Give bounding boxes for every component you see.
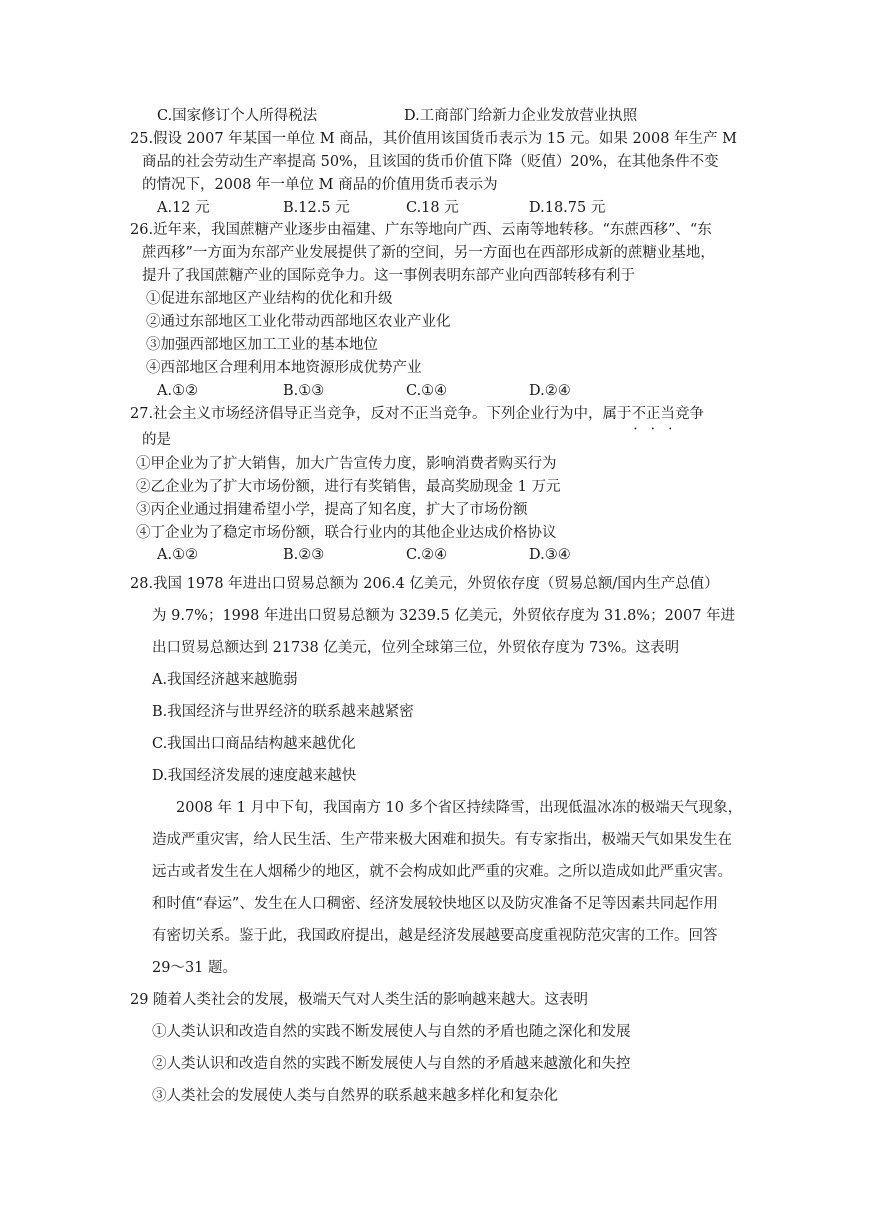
q26-option-d: D.②④	[529, 383, 571, 399]
q28-option-b: B.我国经济与世界经济的联系越来越紧密	[152, 704, 414, 720]
q29-item-2: ②人类认识和改造自然的实践不断发展使人与自然的矛盾越来越激化和失控	[152, 1056, 631, 1072]
passage-line-3: 远古或者发生在人烟稀少的地区，就不会构成如此严重的灾难。之所以造成如此严重灾害。	[152, 864, 732, 880]
q28-option-a: A.我国经济越来越脆弱	[152, 672, 298, 688]
q27-item-1: ①甲企业为了扩大销售，加大广告宣传力度，影响消费者购买行为	[136, 456, 557, 472]
q27-item-2: ②乙企业为了扩大市场份额，进行有奖销售，最高奖励现金 1 万元	[136, 479, 561, 495]
q24-option-d: D.工商部门给新力企业发放营业执照	[404, 108, 638, 124]
q25-stem-line-2: 商品的社会劳动生产率提高 50%，且该国的货币价值下降（贬值）20%，在其他条件不变	[142, 154, 719, 170]
q25-option-c: C.18 元	[406, 200, 459, 216]
q27-stem-post: 竞争	[675, 406, 705, 422]
q26-item-2: ②通过东部地区工业化带动西部地区农业产业化	[146, 314, 451, 330]
q29-item-3: ③人类社会的发展使人类与自然界的联系越来越多样化和复杂化	[152, 1088, 558, 1104]
q27-option-d: D.③④	[529, 547, 571, 563]
q28-option-c: C.我国出口商品结构越来越优化	[152, 736, 356, 752]
q26-item-4: ④西部地区合理利用本地资源形成优势产业	[146, 360, 422, 376]
q26-item-3: ③加强西部地区加工工业的基本地位	[146, 337, 378, 353]
q25-option-d: D.18.75 元	[529, 200, 606, 216]
q25-stem-line-1: 25.假设 2007 年某国一单位 M 商品，其价值用该国货币表示为 15 元。如果 2008 年生产 M	[130, 131, 737, 147]
q26-stem-line-1: 26.近年来，我国蔗糖产业逐步由福建、广东等地向广西、云南等地转移。“东蔗西移”、“东	[130, 222, 712, 238]
q27-option-c: C.②④	[406, 547, 448, 563]
q29-item-1: ①人类认识和改造自然的实践不断发展使人与自然的矛盾也随之深化和发展	[152, 1024, 631, 1040]
passage-line-2: 造成严重灾害，给人民生活、生产带来极大困难和损失。有专家指出，极端天气如果发生在	[152, 832, 732, 848]
q26-option-a: A.①②	[157, 383, 199, 399]
passage-line-6: 29～31 题。	[152, 960, 238, 976]
q25-stem-line-3: 的情况下，2008 年一单位 M 商品的价值用货币表示为	[142, 177, 498, 193]
q28-option-d: D.我国经济发展的速度越来越快	[152, 768, 357, 784]
q28-stem-line-3: 出口贸易总额达到 21738 亿美元，位列全球第三位，外贸依存度为 73%。这表明	[152, 640, 680, 656]
q27-stem-line-2: 的是	[142, 432, 171, 448]
q27-item-4: ④丁企业为了稳定市场份额，联合行业内的其他企业达成价格协议	[136, 525, 557, 541]
passage-line-1: 2008 年 1 月中下旬，我国南方 10 多个省区持续降雪，出现低温冰冻的极端天气现象，	[176, 800, 743, 816]
q29-stem: 29 随着人类社会的发展，极端天气对人类生活的影响越来越大。这表明	[130, 992, 589, 1008]
q25-option-b: B.12.5 元	[283, 200, 350, 216]
q26-stem-line-2: 蔗西移”一方面为东部产业发展提供了新的空间，另一方面也在西部形成新的蔗糖业基地，	[142, 245, 715, 261]
passage-line-4: 和时值“春运”、发生在人口稠密、经济发展较快地区以及防灾准备不足等因素共同起作用	[152, 896, 718, 912]
q26-item-1: ①促进东部地区产业结构的优化和升级	[146, 291, 393, 307]
q28-stem-line-2: 为 9.7%；1998 年进出口贸易总额为 3239.5 亿美元，外贸依存度为 31.8%；2007 年进	[152, 608, 736, 624]
q26-option-c: C.①④	[406, 383, 448, 399]
passage-line-5: 有密切关系。鉴于此，我国政府提出，越是经济发展越要高度重视防范灾害的工作。回答	[152, 928, 718, 944]
q26-stem-line-3: 提升了我国蔗糖产业的国际竞争力。这一事例表明东部产业向西部转移有利于	[142, 268, 635, 284]
q27-option-b: B.②③	[283, 547, 325, 563]
q27-emphasis-text: 不正当 • • •	[632, 406, 676, 422]
q24-option-c: C.国家修订个人所得税法	[157, 108, 318, 124]
q27-item-3: ③丙企业通过捐建希望小学，提高了知名度，扩大了市场份额	[136, 502, 528, 518]
q27-stem-pre: 27.社会主义市场经济倡导正当竞争，反对不正当竞争。下列企业行为中，属于	[130, 406, 632, 422]
q27-option-a: A.①②	[157, 547, 199, 563]
q25-option-a: A.12 元	[157, 200, 210, 216]
q27-stem-line-1	[130, 404, 704, 424]
q28-stem-line-1: 28.我国 1978 年进出口贸易总额为 206.4 亿美元，外贸依存度（贸易总额/国内生产总值）	[130, 576, 719, 592]
q26-option-b: B.①③	[283, 383, 325, 399]
